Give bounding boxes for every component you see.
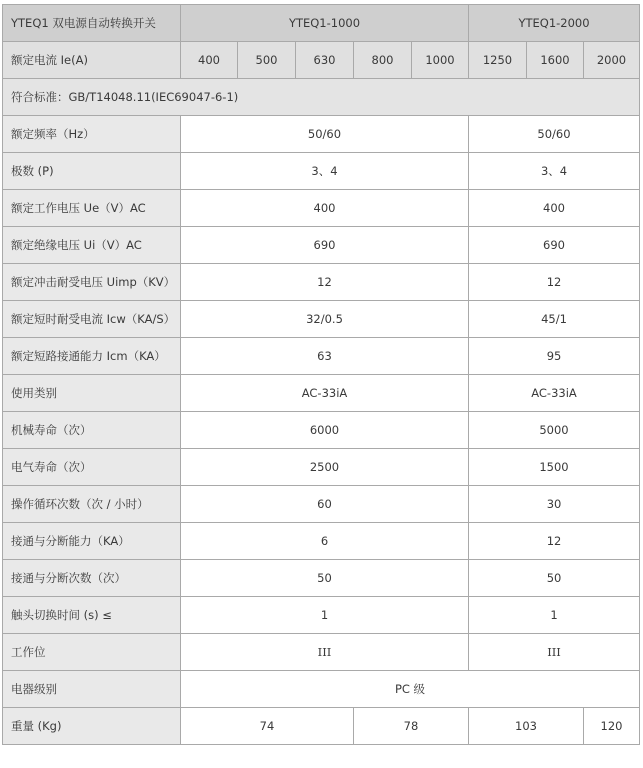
table-row — [3, 190, 640, 227]
model-b-value: 50 — [469, 560, 640, 597]
model-b-value: III — [469, 634, 640, 671]
model-b-value: 1500 — [469, 449, 640, 486]
current-value: 1250 — [469, 42, 527, 79]
row-label: 使用类别 — [3, 375, 181, 412]
row-label: 额定绝缘电压 Ui（V）AC — [3, 227, 181, 264]
model-a-value: 1 — [181, 597, 469, 634]
table-row — [3, 227, 640, 264]
model-a-value: 50 — [181, 560, 469, 597]
appliance-class-value: PC 级 — [181, 671, 640, 708]
table-row — [3, 412, 640, 449]
row-label: 额定电流 Ie(A) — [3, 42, 181, 79]
standard-row — [3, 79, 640, 116]
model-b-header: YTEQ1-2000 — [469, 5, 640, 42]
row-label: 重量 (Kg) — [3, 708, 181, 745]
model-a-value: 400 — [181, 190, 469, 227]
model-a-value: 60 — [181, 486, 469, 523]
model-a-value: 2500 — [181, 449, 469, 486]
row-label: 额定工作电压 Ue（V）AC — [3, 190, 181, 227]
row-label: 额定短路接通能力 Icm（KA） — [3, 338, 181, 375]
model-a-value: 63 — [181, 338, 469, 375]
table-row — [3, 634, 640, 671]
model-b-value: 3、4 — [469, 153, 640, 190]
model-b-value: 1 — [469, 597, 640, 634]
table-row — [3, 449, 640, 486]
model-a-value: 6000 — [181, 412, 469, 449]
model-b-value: 5000 — [469, 412, 640, 449]
appliance-class-row — [3, 671, 640, 708]
standard-text: 符合标准：GB/T14048.11(IEC69047-6-1) — [3, 79, 640, 116]
weight-value: 120 — [584, 708, 640, 745]
row-label: 电器级别 — [3, 671, 181, 708]
model-b-value: 690 — [469, 227, 640, 264]
model-b-value: 12 — [469, 264, 640, 301]
current-value: 2000 — [584, 42, 640, 79]
table-row — [3, 116, 640, 153]
current-value: 800 — [354, 42, 412, 79]
current-value: 630 — [296, 42, 354, 79]
current-value: 1600 — [527, 42, 584, 79]
current-row — [3, 42, 640, 79]
row-label: 电气寿命（次） — [3, 449, 181, 486]
table-row — [3, 264, 640, 301]
table-row — [3, 597, 640, 634]
weight-value: 103 — [469, 708, 584, 745]
model-a-value: 3、4 — [181, 153, 469, 190]
row-label: 额定冲击耐受电压 Uimp（KV） — [3, 264, 181, 301]
current-value: 1000 — [412, 42, 469, 79]
model-a-value: AC-33iA — [181, 375, 469, 412]
table-row — [3, 486, 640, 523]
row-label: 工作位 — [3, 634, 181, 671]
model-a-value: III — [181, 634, 469, 671]
row-label: 极数 (P) — [3, 153, 181, 190]
model-b-value: 400 — [469, 190, 640, 227]
table-title: YTEQ1 双电源自动转换开关 — [3, 5, 181, 42]
weight-value: 74 — [181, 708, 354, 745]
model-a-value: 32/0.5 — [181, 301, 469, 338]
table-row — [3, 560, 640, 597]
table-row — [3, 338, 640, 375]
row-label: 接通与分断能力（KA） — [3, 523, 181, 560]
table-row — [3, 523, 640, 560]
model-b-value: 45/1 — [469, 301, 640, 338]
weight-row — [3, 708, 640, 745]
table-row — [3, 301, 640, 338]
model-b-value: 50/60 — [469, 116, 640, 153]
row-label: 额定频率（Hz） — [3, 116, 181, 153]
row-label: 额定短时耐受电流 Icw（KA/S） — [3, 301, 181, 338]
row-label: 触头切换时间 (s) ≤ — [3, 597, 181, 634]
model-a-value: 6 — [181, 523, 469, 560]
model-a-value: 12 — [181, 264, 469, 301]
model-b-value: 95 — [469, 338, 640, 375]
model-b-value: 12 — [469, 523, 640, 560]
current-value: 500 — [238, 42, 296, 79]
row-label: 机械寿命（次） — [3, 412, 181, 449]
model-a-header: YTEQ1-1000 — [181, 5, 469, 42]
table-row — [3, 375, 640, 412]
model-b-value: 30 — [469, 486, 640, 523]
model-a-value: 690 — [181, 227, 469, 264]
row-label: 操作循环次数（次 / 小时） — [3, 486, 181, 523]
current-value: 400 — [181, 42, 238, 79]
table-row — [3, 153, 640, 190]
spec-table — [2, 4, 640, 745]
model-a-value: 50/60 — [181, 116, 469, 153]
row-label: 接通与分断次数（次） — [3, 560, 181, 597]
header-row — [3, 5, 640, 42]
weight-value: 78 — [354, 708, 469, 745]
model-b-value: AC-33iA — [469, 375, 640, 412]
